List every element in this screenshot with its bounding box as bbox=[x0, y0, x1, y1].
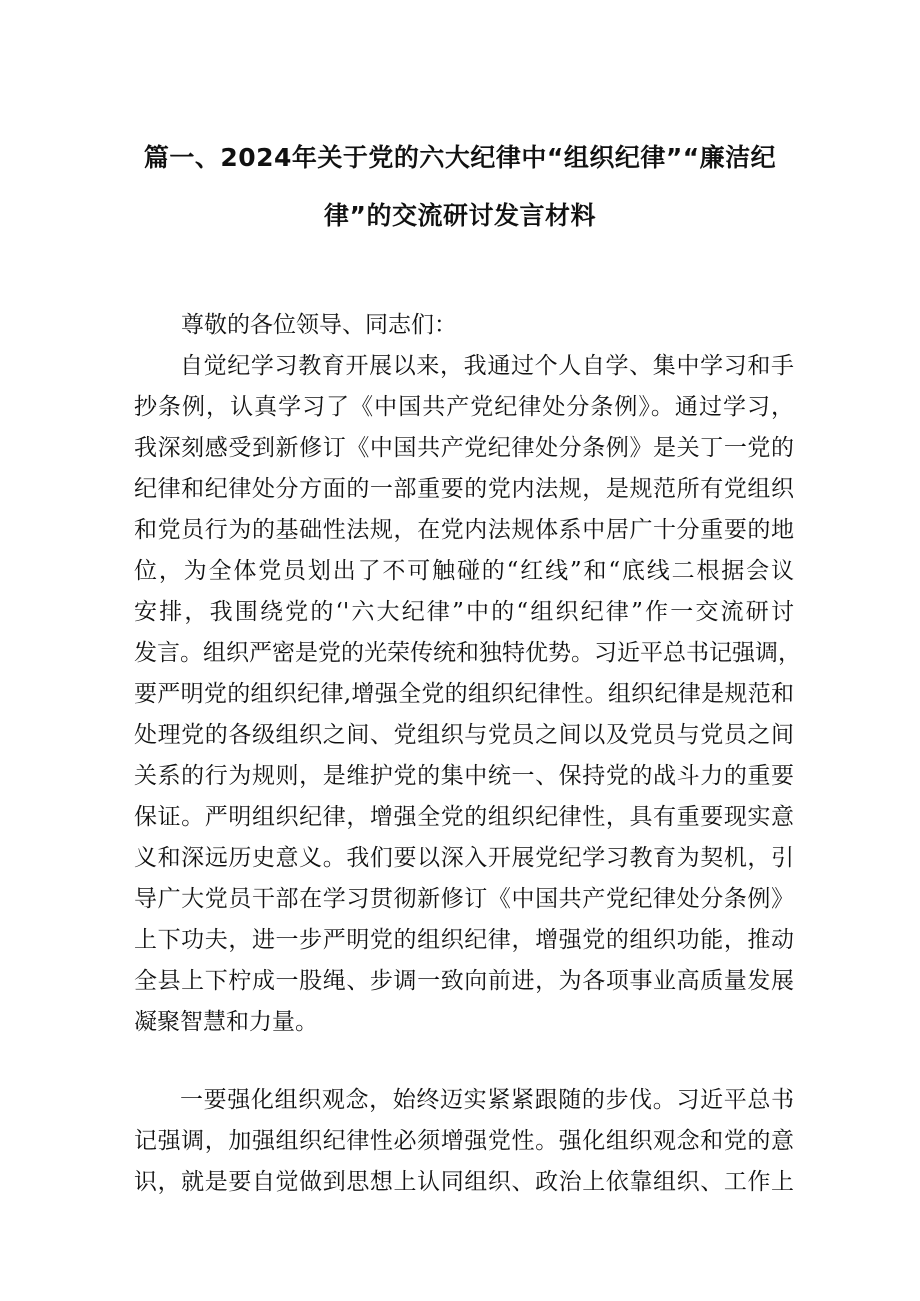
paragraph-line: 上下功夫，进一步严明党的组织纪律，增强党的组织功能，推动 bbox=[134, 927, 794, 953]
paragraph-line: 凝聚智慧和力量。 bbox=[134, 1009, 318, 1035]
paragraph-line: 关系的行为规则，是维护党的集中统一、保持党的战斗力的重要 bbox=[134, 763, 794, 789]
paragraph-line: 保证。严明组织纪律，增强全党的组织纪律性，具有重要现实意 bbox=[134, 804, 794, 830]
paragraph-line: 导广大党员干部在学习贯彻新修订《中国共产党纪律处分条例》 bbox=[134, 886, 794, 912]
paragraph-line: 和党员行为的基础性法规，在党内法规体系中居广十分重要的地 bbox=[134, 517, 794, 543]
paragraph-line: 抄条例，认真学习了《中国共产党纪律处分条例》。通过学习， bbox=[134, 394, 794, 420]
document-title-line-2: 律”的交流研讨发言材料 bbox=[324, 201, 596, 230]
paragraph-line: 义和深远历史意义。我们要以深入开展党纪学习教育为契机，引 bbox=[134, 845, 794, 871]
paragraph-line: 识，就是要自觉做到思想上认同组织、政治上依靠组织、工作上 bbox=[134, 1169, 794, 1195]
paragraph-line: 处理党的各级组织之间、党组织与党员之间以及党员与党员之间 bbox=[134, 722, 794, 748]
paragraph-line: 位，为全体党员划出了不可触碰的“红线”和“底线二根据会议 bbox=[134, 558, 794, 584]
paragraph-line: 我深刻感受到新修订《中国共产党纪律处分条例》是关丁一党的 bbox=[134, 435, 794, 461]
document-title-line-1: 篇一、2024年关于党的六大纪律中“组织纪律”“廉洁纪 bbox=[143, 143, 777, 172]
paragraph-line: 安排，我围绕党的‘'六大纪律”中的“组织纪律”作一交流研讨 bbox=[134, 599, 794, 625]
paragraph-line: 全县上下柠成一股绳、步调一致向前进，为各项事业高质量发展 bbox=[134, 968, 794, 994]
paragraph-line: 自觉纪学习教育开展以来，我通过个人自学、集中学习和手 bbox=[180, 353, 794, 379]
paragraph-line: 一要强化组织观念，始终迈实紧紧跟随的步伐。习近平总书 bbox=[180, 1087, 794, 1113]
paragraph-line: 发言。组织严密是党的光荣传统和独特优势。习近平总书记强调， bbox=[134, 640, 801, 666]
paragraph-2 bbox=[134, 1080, 794, 1203]
paragraph-line: 要严明党的组织纪律,增强全党的组织纪律性。组织纪律是规范和 bbox=[134, 681, 794, 707]
paragraph-1 bbox=[134, 346, 801, 1043]
salutation: 尊敬的各位领导、同志们： bbox=[181, 312, 457, 338]
paragraph-line: 记强调，加强组织纪律性必须增强党性。强化组织观念和党的意 bbox=[134, 1128, 794, 1154]
paragraph-line: 纪律和纪律处分方面的一部重要的党内法规，是规范所有党组织 bbox=[134, 476, 794, 502]
